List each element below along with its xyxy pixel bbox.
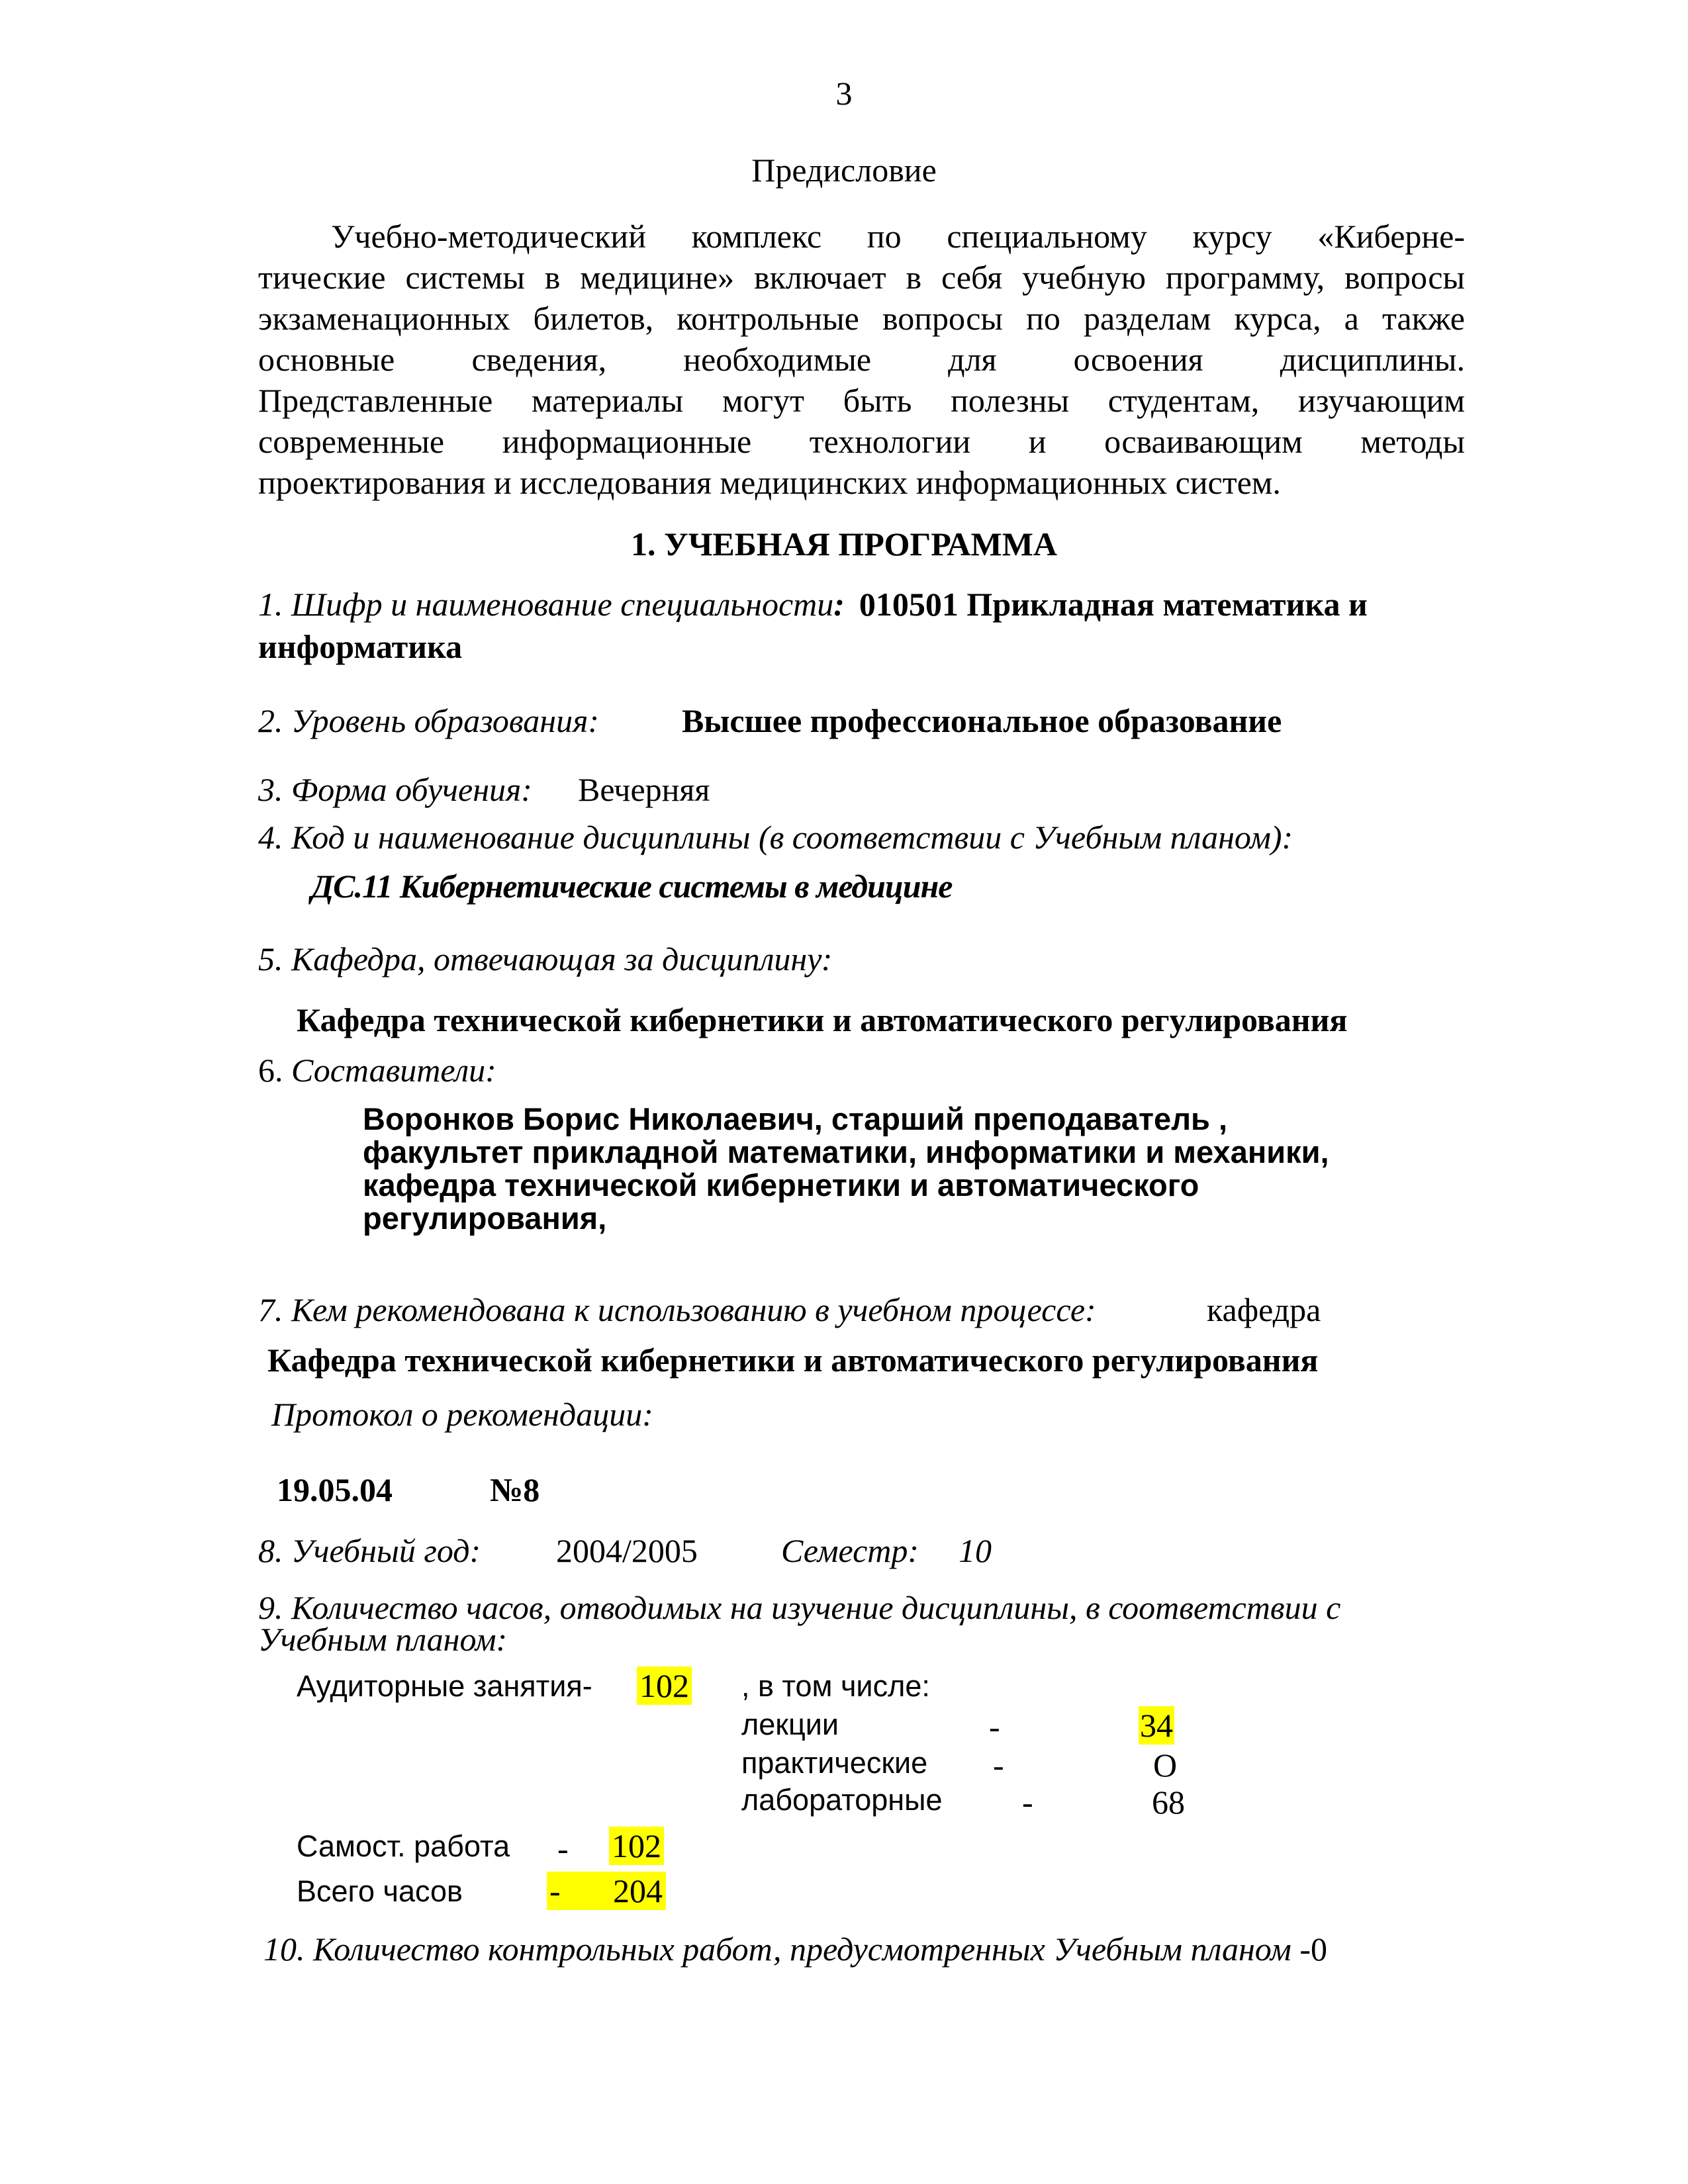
hours-label <box>258 1589 1341 1658</box>
self-study-value: 102 <box>609 1827 664 1865</box>
discipline-value: ДС.11 Кибернетические системы в медицине <box>311 868 953 905</box>
authors-number: 6. <box>258 1052 283 1089</box>
preface-line: проектирования и исследования медицинских информационных систем. <box>258 464 1281 501</box>
recommended-label: 7. Кем рекомендована к использованию в учебном процессе: <box>258 1291 1096 1328</box>
academic-year-label: 8. Учебный год: <box>258 1532 481 1569</box>
total-hours-highlight <box>547 1872 666 1910</box>
preface-line: современные информационные технологии и осваивающим методы <box>258 423 1465 460</box>
specialty-colon: : <box>833 586 845 623</box>
preface-line: основные сведения, необходимые для освоения дисциплины. <box>258 341 1465 378</box>
including-text: , в том числе: <box>741 1669 930 1703</box>
preface-line: экзаменационных билетов, контрольные вопросы по разделам курса, а также <box>258 300 1465 337</box>
practical-label: практические <box>741 1746 928 1780</box>
total-hours-dash: - <box>549 1872 561 1909</box>
semester-value: 10 <box>959 1532 992 1569</box>
hours-label-line: Учебным планом: <box>258 1621 508 1658</box>
education-level-label: 2. Уровень образования: <box>258 702 599 739</box>
self-study-dash: - <box>557 1830 569 1867</box>
academic-year-value: 2004/2005 <box>556 1532 698 1569</box>
author-line: кафедра технической кибернетики и автоматического <box>363 1167 1199 1203</box>
total-hours-label: Всего часов <box>297 1874 463 1908</box>
specialty-label: 1. Шифр и наименование специальности <box>258 586 834 623</box>
department-value: Кафедра технической кибернетики и автоматического регулирования <box>297 1001 1348 1038</box>
specialty-value: 010501 Прикладная математика и <box>859 586 1368 623</box>
page-number: 3 <box>835 75 853 112</box>
lectures-dash: - <box>989 1708 1000 1745</box>
semester-label: Семестр: <box>781 1532 919 1569</box>
education-level-value: Высшее профессиональное образование <box>682 702 1282 739</box>
preface-paragraph <box>258 216 1465 503</box>
preface-heading: Предисловие <box>751 152 937 189</box>
tests-value: -0 <box>1299 1931 1327 1968</box>
recommended-inline-value: кафедра <box>1207 1291 1321 1328</box>
authors-block <box>363 1103 1329 1235</box>
lab-label: лабораторные <box>741 1783 943 1817</box>
preface-line: Учебно-методический комплекс по специальному курсу «Киберне- <box>331 218 1465 255</box>
total-hours-value: 204 <box>613 1872 663 1909</box>
author-line: регулирования, <box>363 1201 607 1236</box>
lectures-value: 34 <box>1140 1707 1173 1744</box>
recommended-department: Кафедра технической кибернетики и автоматического регулирования <box>267 1342 1319 1379</box>
section-title: 1. УЧЕБНАЯ ПРОГРАММА <box>631 525 1057 563</box>
lectures-label: лекции <box>741 1707 839 1741</box>
study-form-value: Вечерняя <box>578 771 710 808</box>
tests-line <box>263 1930 1327 1968</box>
protocol-date: 19.05.04 <box>277 1471 393 1508</box>
self-study-label: Самост. работа <box>297 1829 510 1863</box>
department-label: 5. Кафедра, отвечающая за дисциплину: <box>258 940 833 978</box>
practical-value: О <box>1153 1747 1178 1784</box>
authors-label-line <box>258 1051 496 1089</box>
specialty-line <box>258 585 1368 623</box>
author-line: Воронков Борис Николаевич, старший преподаватель , <box>363 1101 1228 1136</box>
auditorium-label: Аудиторные занятия- <box>297 1669 592 1703</box>
discipline-label: 4. Код и наименование дисциплины (в соответствии с Учебным планом): <box>258 819 1293 856</box>
protocol-label: Протокол о рекомендации: <box>271 1396 653 1433</box>
lab-dash: - <box>1022 1784 1033 1821</box>
preface-line: Представленные материалы могут быть полезны студентам, изучающим <box>258 382 1465 419</box>
author-line: факультет прикладной математики, информатики и механики, <box>363 1134 1329 1169</box>
auditorium-value: 102 <box>637 1666 692 1705</box>
authors-label: Составители: <box>283 1052 496 1089</box>
practical-dash: - <box>993 1747 1004 1784</box>
protocol-number: №8 <box>490 1471 540 1508</box>
specialty-value-cont: информатика <box>258 628 463 665</box>
hours-label-line: 9. Количество часов, отводимых на изучение дисциплины, в соответствии с <box>258 1589 1341 1626</box>
lab-value: 68 <box>1152 1784 1185 1821</box>
tests-label: 10. Количество контрольных работ, предусмотренных Учебным планом <box>263 1931 1300 1968</box>
study-form-label: 3. Форма обучения: <box>258 771 532 808</box>
preface-line: тические системы в медицине» включает в себя учебную программу, вопросы <box>258 259 1465 296</box>
